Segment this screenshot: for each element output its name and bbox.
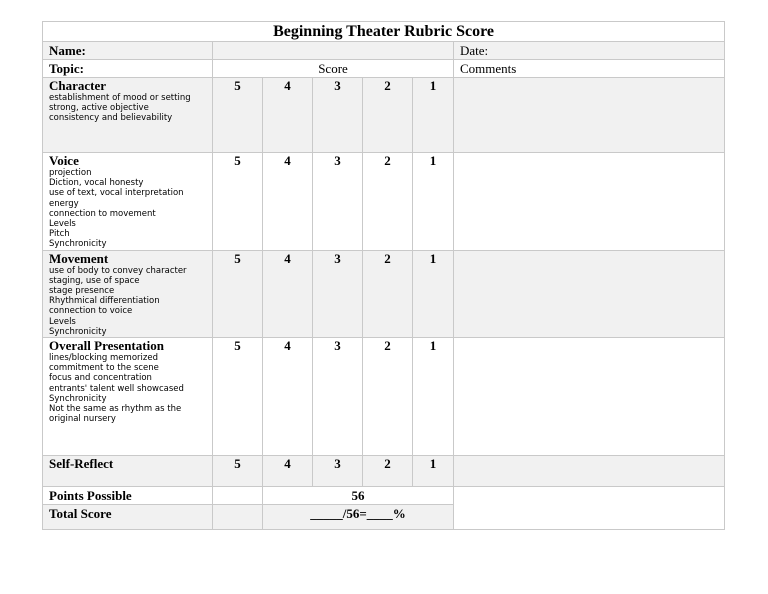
- score-3[interactable]: 3: [313, 250, 363, 337]
- criterion-desc: Pitch: [49, 229, 70, 240]
- score-4[interactable]: 4: [263, 456, 313, 487]
- criterion-title: Character: [49, 78, 107, 93]
- criterion-desc: Not the same as rhythm as the: [49, 404, 182, 415]
- name-field[interactable]: [213, 42, 454, 60]
- criterion-desc: establishment of mood or setting: [49, 93, 191, 103]
- criterion-desc: projection: [49, 168, 92, 178]
- criterion-desc: Levels: [49, 219, 76, 230]
- score-5[interactable]: 5: [213, 153, 263, 251]
- criterion-desc: lines/blocking memorized: [49, 353, 158, 364]
- score-2[interactable]: 2: [363, 250, 413, 337]
- score-3[interactable]: 3: [313, 78, 363, 153]
- footer-comments-cell[interactable]: [454, 487, 725, 530]
- criterion-desc: use of body to convey character: [49, 265, 187, 276]
- comments-header: Comments: [454, 60, 725, 78]
- comments-cell[interactable]: [454, 338, 725, 456]
- points-possible-row: [43, 487, 725, 505]
- score-4[interactable]: 4: [263, 78, 313, 153]
- score-4[interactable]: 4: [263, 153, 313, 251]
- rubric-table: [42, 21, 725, 530]
- page-title: Beginning Theater Rubric Score: [43, 22, 725, 42]
- criterion-cell: [43, 250, 213, 337]
- criterion-desc: energy: [49, 198, 79, 209]
- score-2[interactable]: 2: [363, 153, 413, 251]
- criterion-row-voice: [43, 153, 725, 251]
- criterion-title: Self-Reflect: [49, 456, 114, 472]
- rubric-page: [42, 21, 724, 530]
- criterion-row-overall-presentation: [43, 338, 725, 456]
- criterion-desc: Rhythmical differentiation: [49, 296, 160, 307]
- criterion-title: Movement: [49, 250, 109, 266]
- criterion-desc: Diction, vocal honesty: [49, 178, 144, 189]
- score-5[interactable]: 5: [213, 78, 263, 153]
- score-5[interactable]: 5: [213, 456, 263, 487]
- comments-cell[interactable]: [454, 456, 725, 487]
- criterion-desc: Synchronicity: [49, 326, 107, 337]
- criterion-desc: Synchronicity: [49, 393, 107, 404]
- comments-cell[interactable]: [454, 153, 725, 251]
- score-1[interactable]: 1: [413, 456, 454, 487]
- criterion-row-character: [43, 78, 725, 153]
- criterion-cell: [43, 153, 213, 251]
- criterion-desc: use of text, vocal interpretation: [49, 188, 184, 199]
- criterion-cell: [43, 78, 213, 153]
- criterion-desc: entrants' talent well showcased: [49, 383, 184, 394]
- criterion-desc: connection to voice: [49, 306, 133, 317]
- score-5[interactable]: 5: [213, 338, 263, 456]
- score-3[interactable]: 3: [313, 338, 363, 456]
- criterion-desc: stage presence: [49, 286, 115, 297]
- criterion-cell: [43, 338, 213, 456]
- criterion-row-self-reflect: [43, 456, 725, 487]
- empty-cell: [213, 487, 263, 505]
- score-4[interactable]: 4: [263, 338, 313, 456]
- score-header: Score: [213, 60, 454, 78]
- criterion-desc: focus and concentration: [49, 373, 152, 384]
- score-3[interactable]: 3: [313, 153, 363, 251]
- total-score-value[interactable]: _____/56=____%: [263, 505, 454, 530]
- score-1[interactable]: 1: [413, 78, 454, 153]
- criterion-row-movement: [43, 250, 725, 337]
- score-5[interactable]: 5: [213, 250, 263, 337]
- score-3[interactable]: 3: [313, 456, 363, 487]
- points-possible-value: 56: [263, 487, 454, 505]
- score-1[interactable]: 1: [413, 153, 454, 251]
- criterion-desc: Levels: [49, 316, 76, 327]
- score-2[interactable]: 2: [363, 456, 413, 487]
- criterion-desc: commitment to the scene: [49, 363, 159, 374]
- criterion-desc: connection to movement: [49, 208, 156, 219]
- score-2[interactable]: 2: [363, 338, 413, 456]
- score-4[interactable]: 4: [263, 250, 313, 337]
- criterion-cell: [43, 456, 213, 487]
- comments-cell[interactable]: [454, 78, 725, 153]
- score-2[interactable]: 2: [363, 78, 413, 153]
- score-1[interactable]: 1: [413, 338, 454, 456]
- criterion-title: Overall Presentation: [49, 338, 164, 354]
- points-possible-label: Points Possible: [43, 487, 213, 505]
- criterion-desc: original nursery: [49, 414, 116, 425]
- criterion-desc: consistency and believability: [49, 113, 173, 124]
- empty-cell: [213, 505, 263, 530]
- total-score-label: Total Score: [43, 505, 213, 530]
- topic-label: Topic:: [43, 60, 213, 78]
- criterion-desc: staging, use of space: [49, 275, 140, 286]
- score-1[interactable]: 1: [413, 250, 454, 337]
- comments-cell[interactable]: [454, 250, 725, 337]
- name-label: Name:: [43, 42, 213, 60]
- criterion-desc: strong, active objective: [49, 103, 149, 114]
- criterion-desc: Synchronicity: [49, 239, 107, 250]
- criterion-title: Voice: [49, 153, 79, 168]
- date-label: Date:: [454, 42, 725, 60]
